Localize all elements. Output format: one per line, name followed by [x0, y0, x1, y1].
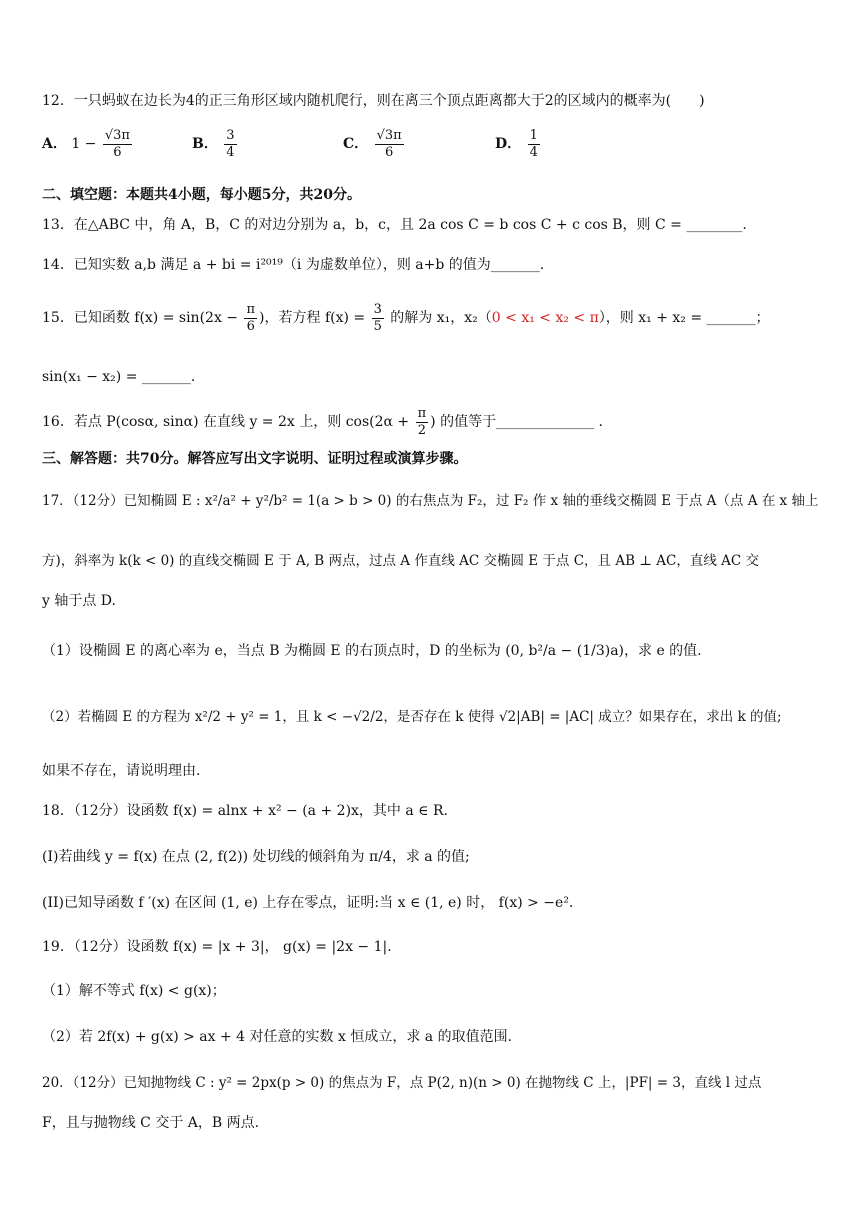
q15-line-2: sin(x₁ − x₂) = _______. [42, 369, 196, 385]
option-c-fraction [375, 128, 404, 160]
q17-part-1: （1）设椭圆 E 的离心率为 e，当点 B 为椭圆 E 的右顶点时，D 的坐标为 (0, b²/a − (1/3)a)，求 e 的值. [42, 643, 702, 659]
q15-value-fraction [372, 302, 384, 334]
option-a-numerator: √3π [104, 128, 130, 143]
option-a-fraction [103, 128, 132, 160]
q17-line-3: y 轴于点 D. [42, 593, 116, 609]
option-c-label: C． [343, 136, 369, 153]
q16-numerator: π [417, 406, 427, 421]
q12-option-c [343, 128, 406, 160]
q17-part-2: （2）若椭圆 E 的方程为 x²/2 + y² = 1，且 k < −√2/2，是否存在 k 使得 √2|AB| = |AC| 成立？如果存在，求出 k 的值; [42, 709, 782, 725]
option-c-denominator: 6 [385, 144, 394, 160]
q12-option-b [192, 128, 239, 160]
q15-value-denominator: 5 [373, 318, 382, 334]
q19-part-1: （1）解不等式 f(x) < g(x)； [42, 983, 226, 999]
q19-part-2: （2）若 2f(x) + g(x) > ax + 4 对任意的实数 x 恒成立，求 a 的取值范围. [42, 1029, 513, 1045]
section-3-heading: 三、解答题：共70分。解答应写出文字说明、证明过程或演算步骤。 [42, 451, 468, 467]
q19-line-1: 19．（12分）设函数 f(x) = |x + 3|， g(x) = |2x − 1|. [42, 939, 392, 955]
q18-line-1: 18．（12分）设函数 f(x) = alnx + x² − (a + 2)x，其中 a ∈ R. [42, 803, 448, 819]
option-d-fraction [528, 128, 540, 160]
option-d-label: D． [495, 136, 522, 153]
q15-line-1 [42, 302, 838, 334]
option-a-label: A． [42, 136, 67, 153]
option-c-numerator: √3π [376, 128, 402, 143]
q16-part-2: ) 的值等于______________ . [430, 414, 603, 431]
q15-value-numerator: 3 [373, 302, 382, 317]
q17-line-6: 如果不存在，请说明理由. [42, 763, 201, 779]
option-b-numerator: 3 [226, 128, 235, 143]
q14-text: 14．已知实数 a,b 满足 a + bi = i²⁰¹⁹（i 为虚数单位），则 a+b 的值为_______. [42, 257, 545, 273]
q12-stem: 12．一只蚂蚁在边长为4的正三角形区域内随机爬行，则在离三个顶点距离都大于2的区域内的概率为( ) [42, 93, 705, 109]
q15-condition: 0 < x₁ < x₂ < π [491, 310, 599, 327]
q12-option-d [495, 128, 542, 160]
q16-fraction [416, 406, 429, 438]
option-a-denominator: 6 [113, 144, 122, 160]
section-2-heading: 二、填空题：本题共4小题，每小题5分，共20分。 [42, 187, 361, 203]
q18-part-1: (I)若曲线 y = f(x) 在点 (2, f(2)) 处切线的倾斜角为 π/4，求 a 的值; [42, 849, 470, 865]
q16-denominator: 2 [417, 422, 427, 438]
option-a-prefix: 1 − [71, 136, 97, 153]
q20-line-1: 20．（12分）已知抛物线 C : y² = 2px(p > 0) 的焦点为 F，点 P(2, n)(n > 0) 在抛物线 C 上，|PF| = 3，直线 l 过点 [42, 1075, 762, 1091]
q12-option-a [42, 128, 134, 160]
q15-part-3: 的解为 x₁，x₂（ [385, 310, 492, 327]
option-b-denominator: 4 [226, 144, 235, 160]
option-b-fraction [224, 128, 236, 160]
option-b-label: B． [192, 136, 218, 153]
q16-part-1: 16．若点 P(cosα, sinα) 在直线 y = 2x 上，则 cos(2α + [42, 414, 414, 431]
option-d-denominator: 4 [529, 144, 538, 160]
q13-text: 13．在△ABC 中，角 A，B，C 的对边分别为 a，b，c，且 2a cos C = b cos C + c cos B，则 C = ________. [42, 217, 747, 233]
q16-text [42, 406, 838, 438]
option-d-numerator: 1 [529, 128, 538, 143]
q17-line-2: 方)，斜率为 k(k < 0) 的直线交椭圆 E 于 A, B 两点，过点 A 作直线 AC 交椭圆 E 于点 C，且 AB ⊥ AC，直线 AC 交 [42, 553, 760, 569]
q15-part-2: )，若方程 f(x) = [259, 310, 370, 327]
q18-part-2: (II)已知导函数 f ′(x) 在区间 (1, e) 上存在零点，证明:当 x ∈ (1, e) 时， f(x) > −e². [42, 895, 574, 911]
q15-pi-numerator: π [246, 302, 256, 317]
q15-pi-fraction [244, 302, 257, 334]
q15-part-4: ），则 x₁ + x₂ = _______； [598, 310, 770, 327]
q15-pi-denominator: 6 [246, 318, 255, 334]
q15-part-1: 15．已知函数 f(x) = sin(2x − [42, 310, 243, 327]
q17-line-1: 17．（12分）已知椭圆 E : x²/a² + y²/b² = 1(a > b > 0) 的右焦点为 F₂，过 F₂ 作 x 轴的垂线交椭圆 E 于点 A（点 A 在 x 轴上 [42, 493, 819, 509]
q20-line-2: F，且与抛物线 C 交于 A，B 两点. [42, 1115, 260, 1131]
